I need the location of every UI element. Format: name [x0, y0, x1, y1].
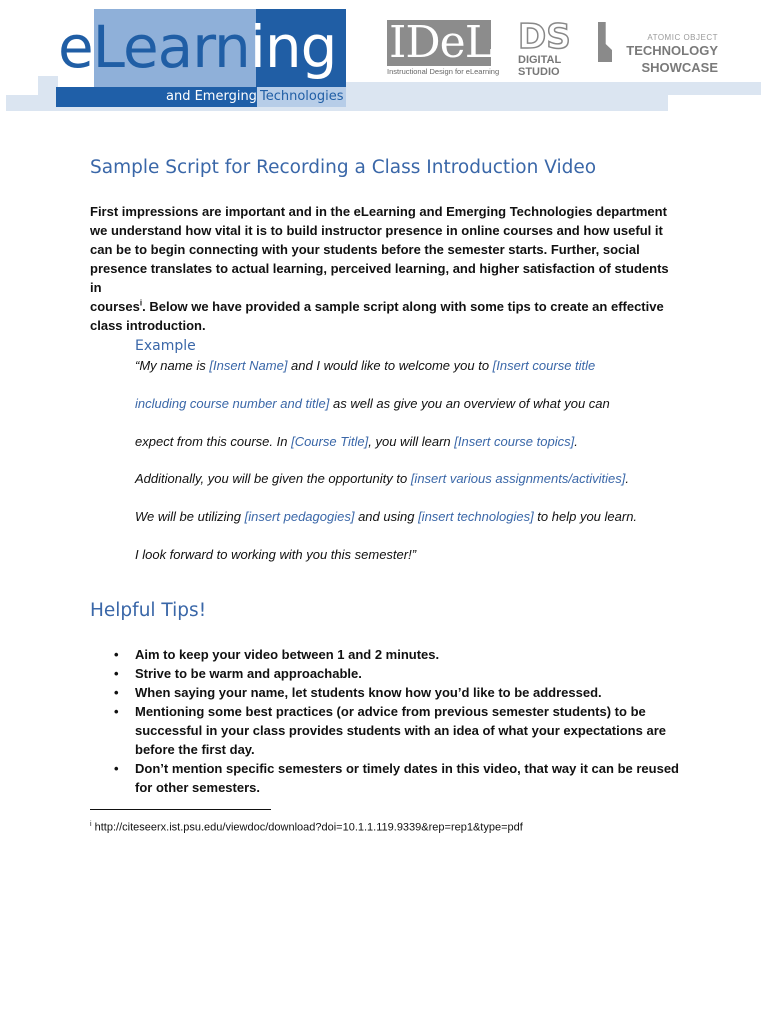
document-title: Sample Script for Recording a Class Introduction Video	[90, 157, 597, 178]
logo-wordmark: eLearning	[58, 13, 337, 81]
script-line: Additionally, you will be given the opportunity to [insert various assignments/activities].	[135, 471, 630, 486]
tech-label: TECHNOLOGY	[626, 43, 718, 58]
placeholder-text: [insert pedagogies]	[244, 509, 355, 524]
script-line: “My name is [Insert Name] and I would like to welcome you to [Insert course title	[135, 358, 596, 373]
intro-line: we understand how vital it is to build instructor presence in online courses and how useful it	[90, 223, 663, 238]
logo-subtitle: Technologies	[260, 89, 344, 104]
bullet-icon: •	[114, 704, 119, 719]
bullet-icon: •	[114, 666, 119, 681]
footnote-marker: i	[139, 298, 143, 308]
intro-line: class introduction.	[90, 318, 206, 333]
atomic-object-icon	[598, 22, 612, 62]
idel-wordmark: IDeL	[389, 17, 493, 68]
placeholder-text: [Insert Name]	[209, 358, 288, 373]
placeholder-text: [Course Title]	[291, 434, 369, 449]
script-line: including course number and title] as well as give you an overview of what you can	[135, 396, 610, 411]
ds-wordmark: DS	[518, 17, 571, 57]
intro-paragraph	[90, 202, 680, 335]
intro-line: First impressions are important and in the eLearning and Emerging Technologies department	[90, 204, 667, 219]
ds-subtitle: STUDIO	[518, 66, 560, 78]
footnote	[90, 818, 523, 835]
idel-logo	[387, 17, 500, 78]
example-heading: Example	[135, 338, 196, 354]
header-band	[38, 76, 58, 96]
intro-line: . Below we have provided a sample script along with some tips to create an effective	[142, 299, 664, 314]
ds-subtitle: DIGITAL	[518, 54, 562, 66]
header-band	[345, 82, 761, 95]
placeholder-text: [Insert course topics]	[454, 434, 575, 449]
bullet-icon: •	[114, 647, 119, 662]
tech-label: SHOWCASE	[641, 60, 718, 75]
tip-item: • Strive to be warm and approachable.	[114, 666, 362, 681]
footnote-separator	[90, 809, 271, 810]
header-banner	[0, 0, 768, 115]
idel-subtitle: Instructional Design for eLearning	[387, 67, 500, 76]
tips-list	[90, 645, 690, 797]
placeholder-text: [insert various assignments/activities]	[410, 471, 626, 486]
script-line: We will be utilizing [insert pedagogies] and using [insert technologies] to help you learn.	[135, 509, 638, 524]
script-line: expect from this course. In [Course Title], you will learn [Insert course topics].	[135, 434, 578, 449]
placeholder-text: including course number and title]	[135, 396, 330, 411]
tech-small-label: ATOMIC OBJECT	[647, 33, 718, 42]
bullet-icon: •	[114, 685, 119, 700]
tips-heading: Helpful Tips!	[90, 600, 207, 621]
footnote-marker: i	[90, 821, 92, 828]
intro-line: can be to begin connecting with your students before the semester starts. Further, social	[90, 242, 640, 257]
digital-studio-logo	[516, 17, 576, 78]
tip-item: • Don’t mention specific semesters or timely dates in this video, that way it can be reused for other semesters.	[114, 761, 679, 795]
technology-showcase-logo	[598, 20, 720, 78]
placeholder-text: [insert technologies]	[418, 509, 534, 524]
tip-item: • Aim to keep your video between 1 and 2 minutes.	[114, 647, 440, 662]
bullet-icon: •	[114, 761, 119, 776]
logo-subtitle: and Emerging	[166, 89, 257, 104]
intro-line: courses	[90, 299, 140, 314]
tip-item: • Mentioning some best practices (or advice from previous semester students) to be successful in your class provides students with an idea of what your expectations are before the first day.	[114, 704, 666, 757]
intro-line: presence translates to actual learning, perceived learning, and higher satisfaction of students in	[90, 261, 669, 295]
footnote-link[interactable]: http://citeseerx.ist.psu.edu/viewdoc/download?doi=10.1.1.119.9339&rep=rep1&type=pdf	[94, 821, 523, 834]
tip-item: • When saying your name, let students know how you’d like to be addressed.	[114, 685, 602, 700]
placeholder-text: [Insert course title	[492, 358, 596, 373]
script-line: I look forward to working with you this semester!”	[135, 547, 417, 562]
